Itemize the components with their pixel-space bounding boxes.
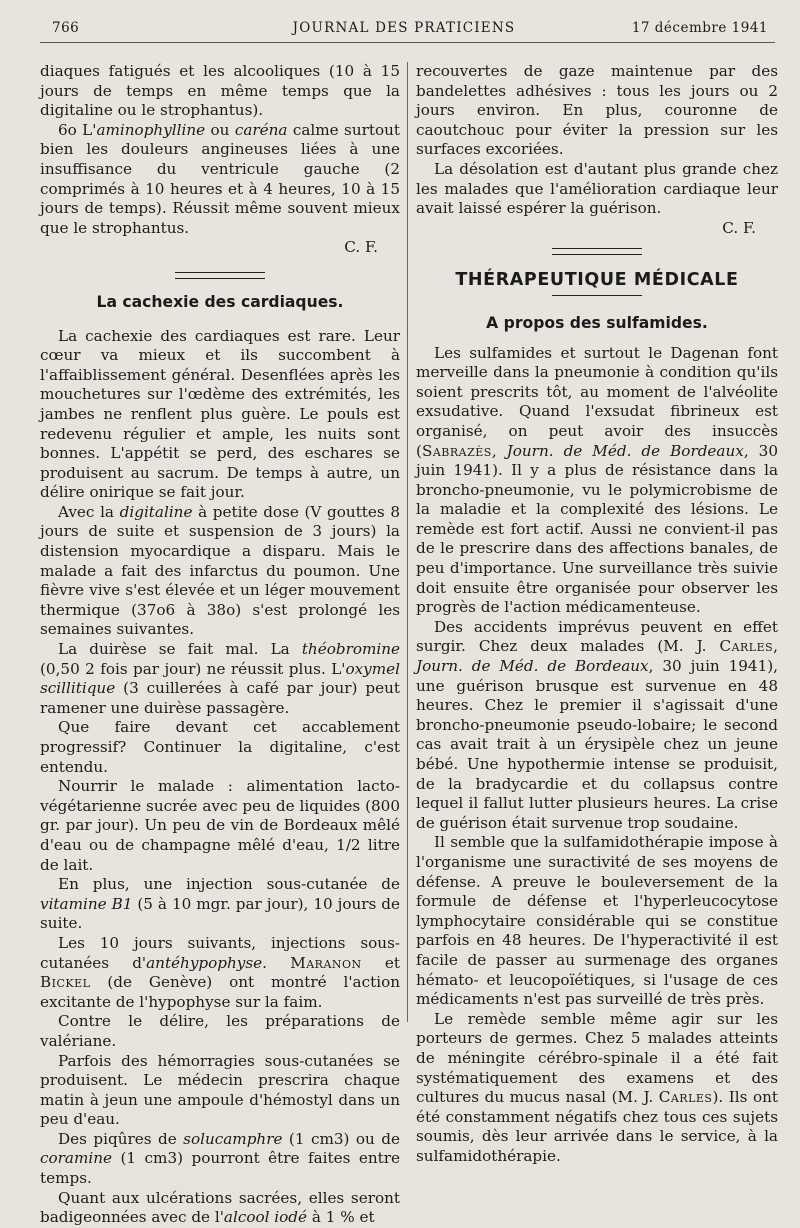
paragraph: La cachexie des cardiaques est rare. Leur cœur va mieux et ils succombent à l'affaiblissement général. Desenflées après les mouchetures sur l'œdème des extrémités, les jambes ne renflent plus guère. Le pouls est redevenu régulier et ample, les nuits sont bonnes. L'appétit se perd, des eschares se produisent au sacrum. De temps à autre, un délire onirique se fait jour. [40, 326, 400, 502]
column-divider [407, 62, 408, 1022]
paragraph: diaques fatigués et les alcooliques (10 à 15 jours de temps en même temps que la digitaline ou le strophantus). [40, 62, 400, 120]
paragraph: Il semble que la sulfamidothérapie impose à l'organisme une suractivité de ses moyens de défense. A preuve le bouleversement de la formule de défense et l'hyperleucocytose lymphocytaire considérable qui se constitue parfois en 48 heures. De l'hyperactivité il est facile de passer au surmenage des organes hémato- et leucopoïétiques, si l'usage de ces médicaments n'est pas surveillé de très près. [416, 833, 778, 1009]
paragraph: Parfois des hémorragies sous-cutanées se produisent. Le médecin prescrira chaque matin à jeun une ampoule d'hémostyl dans un peu d'eau. [40, 1051, 400, 1129]
page-number: 766 [52, 20, 80, 36]
paragraph: Contre le délire, les préparations de valériane. [40, 1012, 400, 1050]
rubric-title: THÉRAPEUTIQUE MÉDICALE [455, 270, 739, 291]
issue-date: 17 décembre 1941 [631, 20, 768, 36]
paragraph: Quant aux ulcérations sacrées, elles seront badigeonnées avec de l'alcool iodé à 1 % et [40, 1188, 400, 1227]
paragraph: La désolation est d'autant plus grande chez les malades que l'amélioration cardiaque leur avait laissé espérer la guérison. [416, 159, 778, 218]
running-header [40, 18, 768, 40]
left-column [40, 62, 400, 1228]
paragraph: Des accidents imprévus peuvent en effet surgir. Chez deux malades (M. J. Carles, Journ. de Méd. de Bordeaux, 30 juin 1941), une guérison brusque est survenue en 48 heures. Chez le premier il s'agissait d'une broncho-pneumonie pseudo-lobaire; le second cas avait trait à un érysipèle chez un jeune bébé. Une hypothermie intense se produisit, de la bradycardie et du collapsus contre lequel il fallut lutter plusieurs heures. La crise de guérison était survenue trop soudaine. [416, 617, 778, 832]
journal-title: JOURNAL DES PRATICIENS [292, 20, 516, 36]
paragraph: Nourrir le malade : alimentation lacto-végétarienne sucrée avec peu de liquides (800 gr. par jour). Un peu de vin de Bordeaux mêlé d'eau ou de champagne mêlé d'eau, 1/2 litre de lait. [40, 777, 400, 874]
paragraph: Le remède semble même agir sur les porteurs de germes. Chez 5 malades atteints de méningite cérébro-spinale il a été fait systématiquement des examens et des cultures du mucus nasal (M. J. Carles). Ils ont été constamment négatifs chez tous ces sujets soumis, dès leur arrivée dans le service, à la sulfamidothérapie. [416, 1009, 778, 1165]
section-separator [552, 248, 642, 255]
article-title: A propos des sulfamides. [486, 313, 708, 332]
header-rule [40, 42, 775, 43]
paragraph: Des piqûres de solucamphre (1 cm3) ou de coramine (1 cm3) pourront être faites entre temps. [40, 1129, 401, 1188]
paragraph: Que faire devant cet accablement progressif? Continuer la digitaline, c'est entendu. [40, 718, 400, 776]
section-title: La cachexie des cardiaques. [96, 292, 344, 311]
paragraph: Les 10 jours suivants, injections sous-cutanées d'antéhypophyse. Maranon et Bickel (de Genève) ont montré l'action excitante de l'hypophyse sur la faim. [40, 933, 400, 1011]
author-signature: C. F. [344, 238, 378, 257]
paragraph: La duirèse se fait mal. La théobromine (0,50 2 fois par jour) ne réussit plus. L'oxymel scillitique (3 cuillerées à café par jour) peut ramener une duirèse passagère. [40, 640, 400, 717]
paragraph: 6o L'aminophylline ou caréna calme surtout bien les douleurs angineuses liées à une insuffisance du ventricule gauche (2 comprimés à 10 heures et à 4 heures, 10 à 15 jours de temps). Réussit même souvent mieux que le strophantus. [40, 120, 400, 237]
paragraph: En plus, une injection sous-cutanée de vitamine B1 (5 à 10 mgr. par jour), 10 jours de suite. [40, 875, 400, 933]
author-signature: C. F. [722, 218, 756, 237]
right-column [416, 62, 778, 1166]
paragraph: Avec la digitaline à petite dose (V gouttes 8 jours de suite et suspension de 3 jours) la distension myocardique a disparu. Mais le malade a fait des infarctus du poumon. Une fièvre vive s'est élevée et un léger mouvement thermique (37o6 à 38o) s'est prolongé les semaines suivantes. [40, 502, 400, 639]
paragraph: Les sulfamides et surtout le Dagenan font merveille dans la pneumonie à condition qu'ils soient prescrits tôt, au moment de l'alvéolite exsudative. Quand l'exsudat fibrineux est organisé, on peut avoir des insuccès (Sabrazès, Journ. de Méd. de Bordeaux, 30 juin 1941). Il y a plus de résistance dans la broncho-pneumonie, vu le polymicrobisme de la maladie et la complexité des lésions. Le remède est fort actif. Aussi ne convient-il pas de le prescrire dans des affections banales, de peu d'importance. Une surveillance très suivie doit ensuite être organisée pour observer les progrès de l'action médicamenteuse. [416, 343, 779, 617]
paragraph: recouvertes de gaze maintenue par des bandelettes adhésives : tous les jours ou 2 jours environ. En plus, couronne de caoutchouc pour éviter la pression sur les surfaces excoriées. [416, 62, 778, 159]
section-separator [175, 272, 265, 279]
